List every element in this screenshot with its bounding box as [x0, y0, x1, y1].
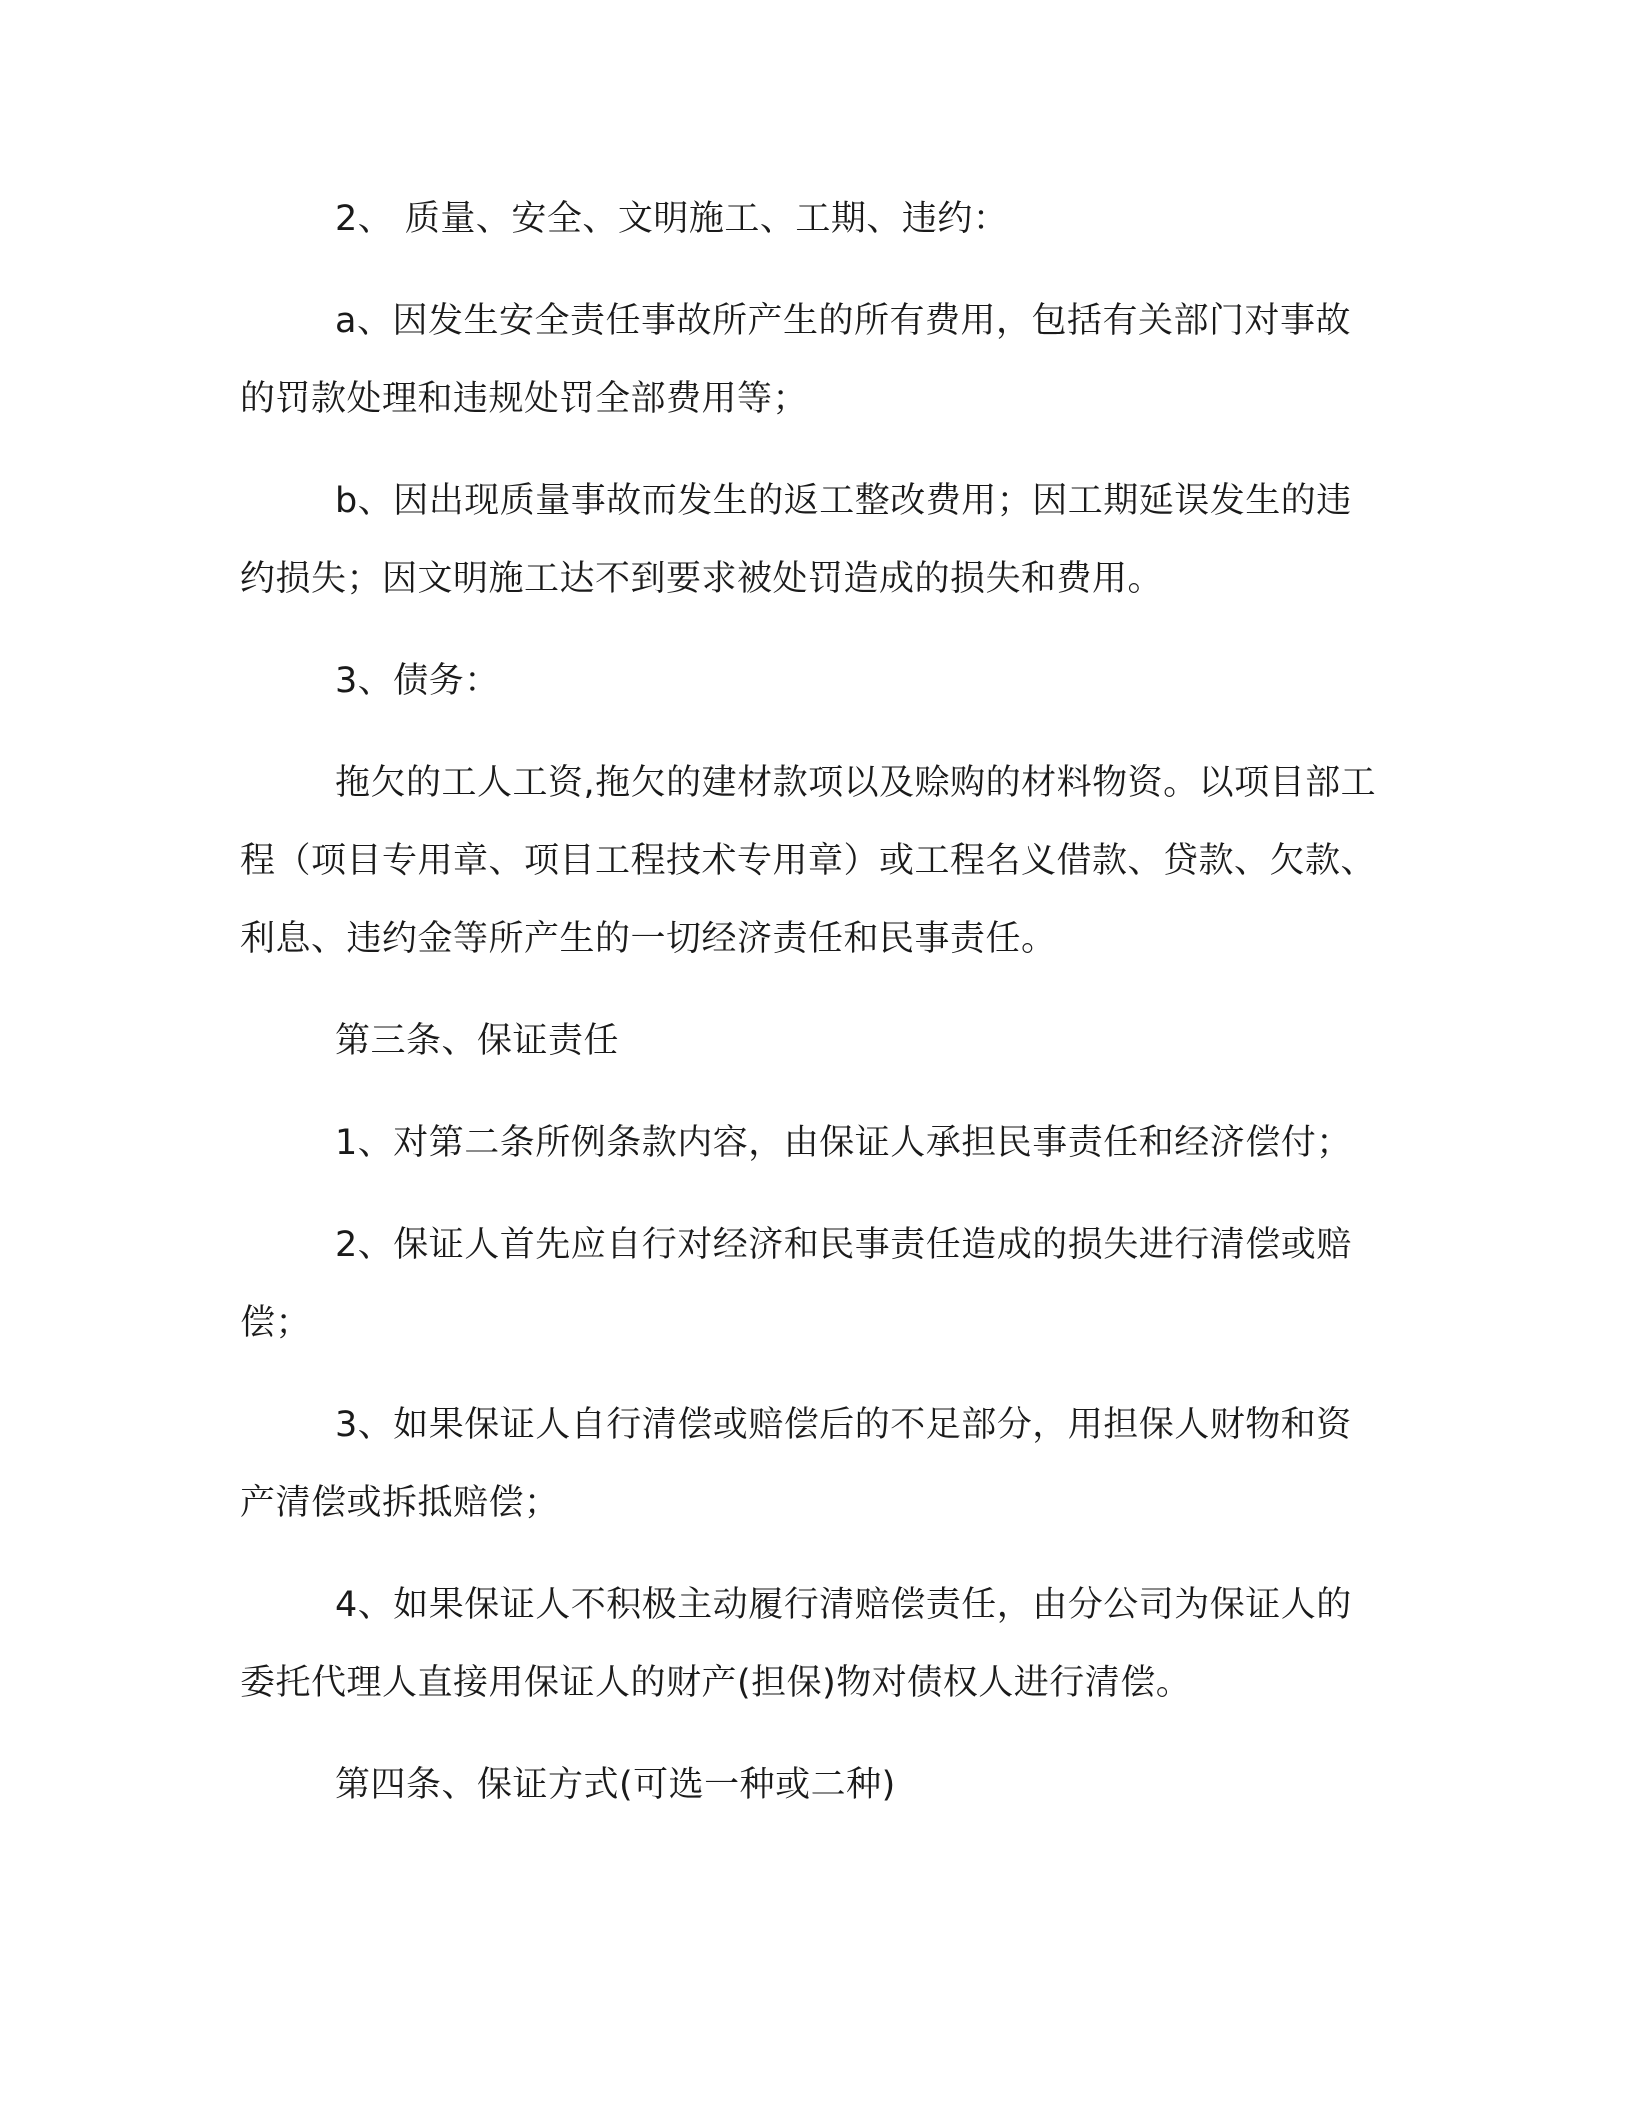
paragraph-clause-4: 4、如果保证人不积极主动履行清赔偿责任，由分公司为保证人的委托代理人直接用保证人的财产(担保)物对债权人进行清偿。 — [240, 1585, 1352, 1703]
paragraph-clause-3: 3、如果保证人自行清偿或赔偿后的不足部分，用担保人财物和资产清偿或拆抵赔偿； — [240, 1405, 1352, 1523]
paragraph-debts-heading: 3、债务： — [335, 661, 500, 701]
article-three-heading: 第三条、保证责任 — [335, 1021, 620, 1061]
paragraph-clause-1: 1、对第二条所例条款内容，由保证人承担民事责任和经济偿付； — [335, 1123, 1352, 1163]
paragraph-item-a: a、因发生安全责任事故所产生的所有费用，包括有关部门对事故的罚款处理和违规处罚全部费用等； — [240, 301, 1351, 419]
article-four-heading: 第四条、保证方式(可选一种或二种) — [335, 1765, 896, 1805]
paragraph-quality-safety: 2、 质量、安全、文明施工、工期、违约： — [335, 199, 1009, 239]
paragraph-clause-2: 2、保证人首先应自行对经济和民事责任造成的损失进行清偿或赔偿； — [240, 1225, 1352, 1343]
paragraph-debts-body: 拖欠的工人工资,拖欠的建材款项以及赊购的材料物资。以项目部工程（项目专用章、项目工程技术专用章）或工程名义借款、贷款、欠款、利息、违约金等所产生的一切经济责任和民事责任。 — [240, 763, 1377, 959]
paragraph-item-b: b、因出现质量事故而发生的返工整改费用；因工期延误发生的违约损失；因文明施工达不到要求被处罚造成的损失和费用。 — [240, 481, 1352, 599]
